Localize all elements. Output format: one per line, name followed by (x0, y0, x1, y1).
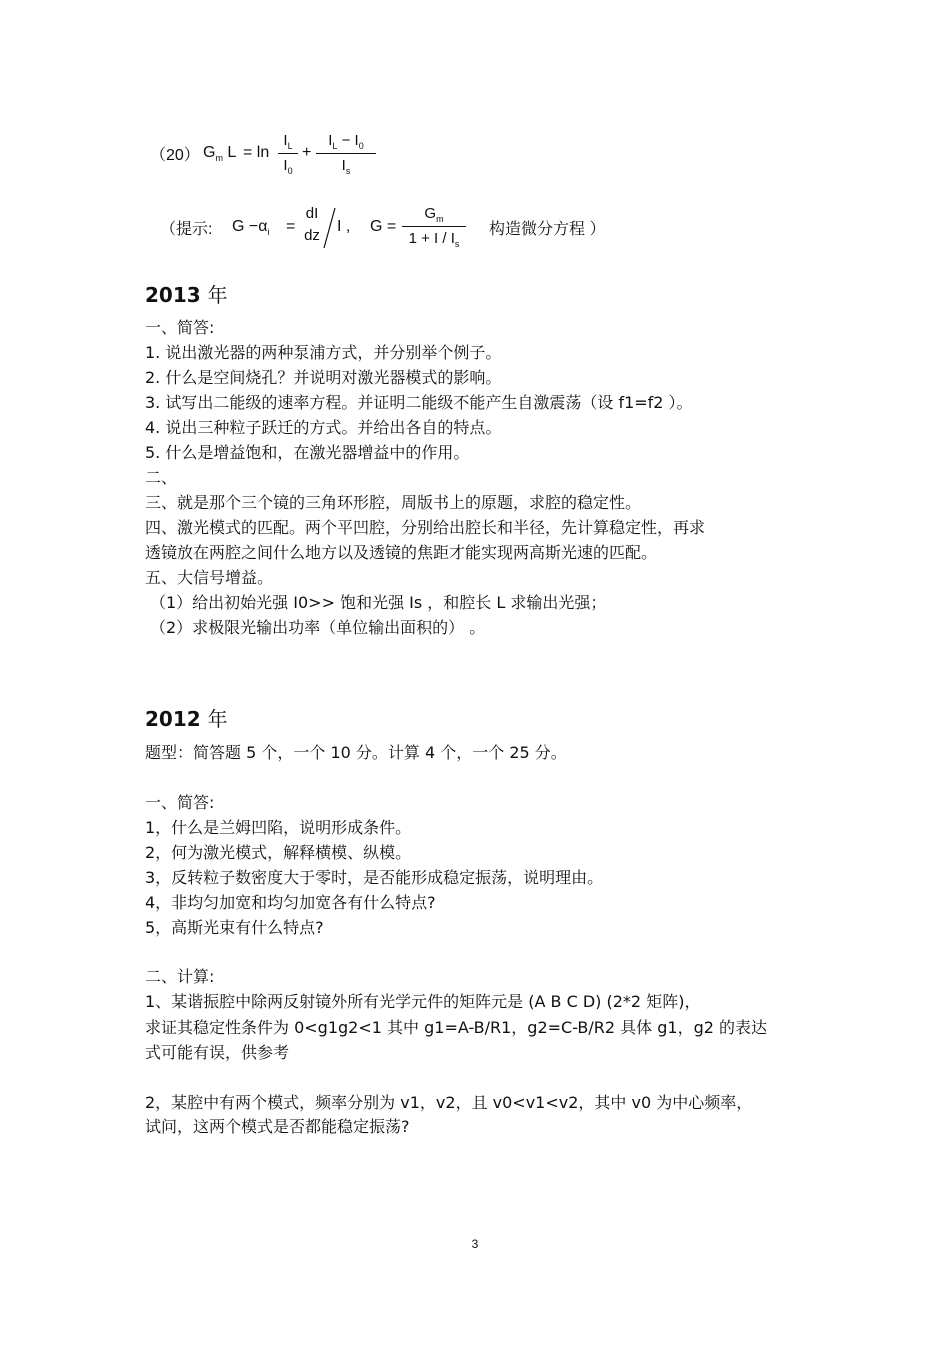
y2012-line: 试问，这两个模式是否都能稳定振荡? (145, 1117, 410, 1136)
y2013-line: 五、大信号增益。 (145, 568, 274, 587)
y2012-line: 2，何为激光模式，解释横模、纵模。 (145, 843, 412, 862)
hint-close: 构造微分方程 ） (489, 221, 606, 238)
formula-label: （20） (150, 147, 200, 164)
y2012-line: 一、简答: (145, 793, 215, 812)
y2012-line: 求证其稳定性条件为 0<g1g2<1 其中 g1=A-B/R1，g2=C-B/R2 具体 g1，g2 的表达 (145, 1018, 768, 1037)
y2012-line: 1，什么是兰姆凹陷，说明形成条件。 (145, 818, 412, 837)
hint-open: （提示: (160, 221, 213, 238)
formula-lhs: $G_m$ L (203, 144, 237, 164)
y2012-line: 4，非均匀加宽和均匀加宽各有什么特点? (145, 893, 436, 912)
hint-derivative: dI dz (304, 205, 320, 244)
page-number: 3 (471, 1237, 479, 1251)
y2013-line: 三、就是那个三个镜的三角环形腔，周版书上的原题，求腔的稳定性。 (145, 493, 642, 512)
y2012-line: 3，反转粒子数密度大于零时，是否能形成稳定振荡，说明理由。 (145, 868, 604, 887)
y2013-line: 4. 说出三种粒子跃迁的方式。并给出各自的特点。 (145, 418, 502, 437)
hint-i: I , (337, 218, 351, 235)
y2012-line: 题型：简答题 5 个，一个 10 分。计算 4 个，一个 25 分。 (145, 743, 567, 762)
y2012-line: 5，高斯光束有什么特点? (145, 918, 324, 937)
hint-gain-fraction: $\frac{G_m}{1 + I / I_s}$ (402, 205, 466, 249)
y2013-line: 一、简答: (145, 318, 215, 337)
y2013-line: 5. 什么是增益饱和，在激光器增益中的作用。 (145, 443, 470, 462)
y2013-line: 1. 说出激光器的两种泵浦方式，并分别举个例子。 (145, 343, 502, 362)
y2012-line: 式可能有误，供参考 (145, 1043, 290, 1062)
y2013-line: （1）给出初始光强 I0>> 饱和光强 Is ，和腔长 L 求输出光强； (150, 593, 607, 612)
y2013-line: （2）求极限光输出功率（单位输出面积的） 。 (150, 618, 486, 637)
year-2013-heading: 2013 年 (145, 283, 228, 307)
y2013-line: 透镜放在两腔之间什么地方以及透镜的焦距才能实现两高斯光速的匹配。 (145, 543, 658, 562)
y2012-line: 1、某谐振腔中除两反射镜外所有光学元件的矩阵元是 (A B C D) (2*2 矩阵)， (145, 992, 701, 1011)
formula-fraction-2: $\frac{I_L - I_0}{I_s}$ (316, 132, 376, 176)
hint-slash (322, 206, 338, 250)
hint-g-eq: G = (370, 218, 397, 235)
y2013-line: 3. 试写出二能级的速率方程。并证明二能级不能产生自激震荡（设 f1=f2 ）。 (145, 393, 693, 412)
formula-eq-ln: = ln (243, 144, 270, 161)
hint-eq: = (286, 218, 296, 235)
y2013-line: 2. 什么是空间烧孔？并说明对激光器模式的影响。 (145, 368, 502, 387)
formula-plus: + (302, 144, 312, 161)
y2013-line: 四、激光模式的匹配。两个平凹腔，分别给出腔长和半径，先计算稳定性，再求 (145, 518, 706, 537)
y2012-line: 二、计算: (145, 967, 215, 986)
hint-g-alpha: $G -\alpha_i$ (232, 218, 270, 238)
y2013-line: 二、 (145, 468, 178, 487)
year-2012-heading: 2012 年 (145, 707, 228, 731)
y2012-line: 2，某腔中有两个模式，频率分别为 v1，v2，且 v0<v1<v2，其中 v0 为中心频率， (145, 1093, 753, 1112)
formula-fraction-1: $\frac{I_L}{I_0}$ (278, 132, 298, 176)
